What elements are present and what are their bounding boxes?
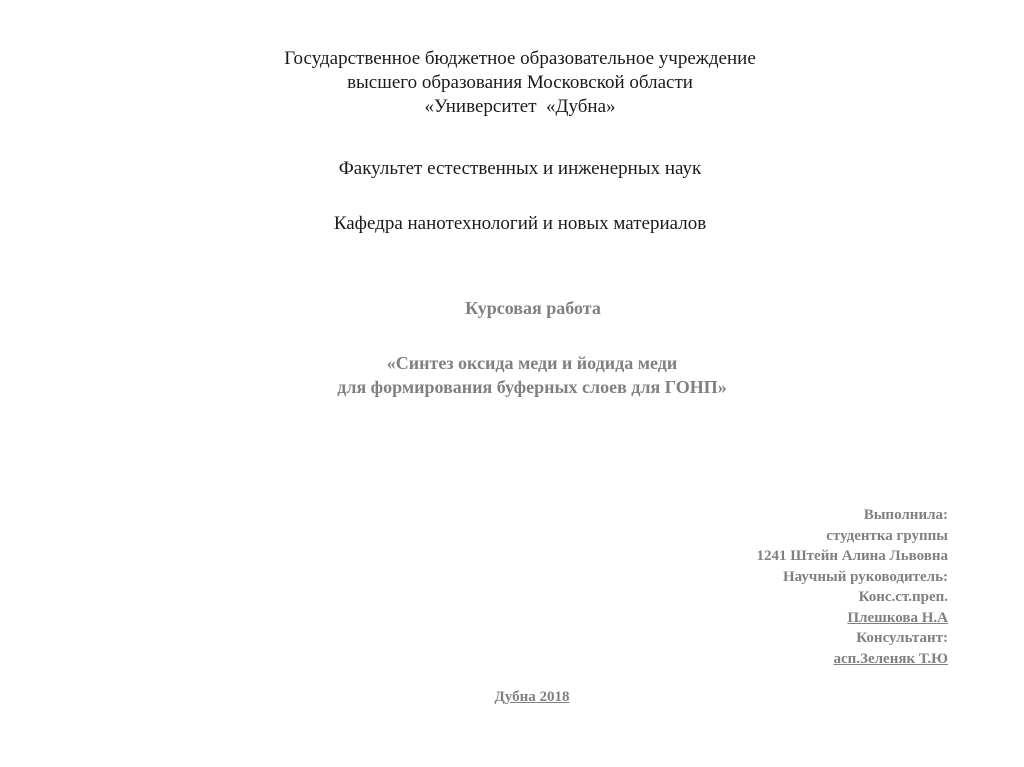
institution-line-3: «Университет «Дубна» bbox=[424, 96, 616, 117]
student-group: студентка группы bbox=[826, 527, 948, 544]
authors-block bbox=[756, 505, 948, 669]
consultant-name: асп.Зеленяк Т.Ю bbox=[833, 650, 948, 667]
faculty-name bbox=[0, 157, 1024, 181]
work-title-line-1: «Синтез оксида меди и йодида меди bbox=[386, 353, 678, 373]
work-type bbox=[0, 296, 1024, 320]
work-title bbox=[0, 351, 1024, 399]
student-name: 1241 Штейн Алина Львовна bbox=[756, 548, 948, 564]
department-text: Кафедра нанотехнологий и новых материалов bbox=[333, 213, 707, 234]
institution-line-2: высшего образования Московской области bbox=[347, 72, 693, 93]
institution-header bbox=[0, 47, 1024, 119]
city-year: Дубна 2018 bbox=[494, 689, 570, 705]
work-title-line-2: для формирования буферных слоев для ГОНП» bbox=[337, 377, 727, 397]
institution-line-1: Государственное бюджетное образовательное учреждение bbox=[284, 48, 756, 69]
department-name bbox=[0, 212, 1024, 236]
supervisor-label: Научный руководитель: bbox=[783, 568, 948, 585]
consultant-label: Консультант: bbox=[856, 630, 948, 646]
supervisor-title: Конс.ст.преп. bbox=[858, 589, 948, 605]
work-type-text: Курсовая работа bbox=[465, 298, 601, 318]
supervisor-name: Плешкова Н.А bbox=[847, 609, 948, 626]
faculty-text: Факультет естественных и инженерных наук bbox=[338, 158, 702, 179]
performed-label: Выполнила: bbox=[863, 507, 948, 523]
